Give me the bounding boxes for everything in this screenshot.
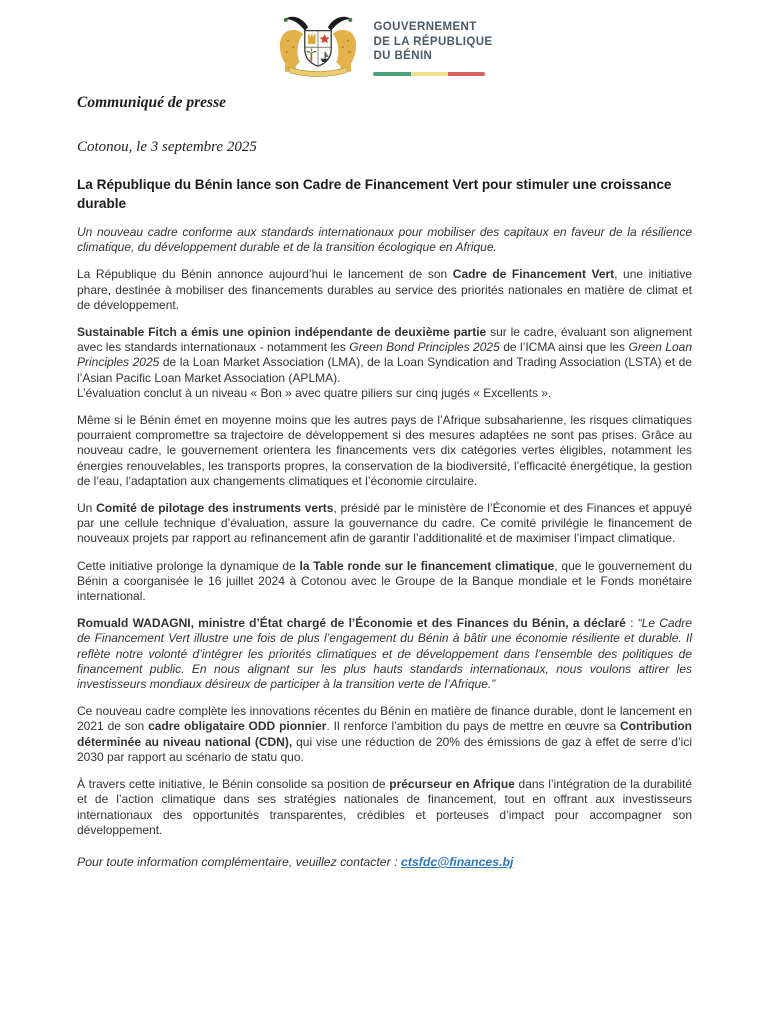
benin-coat-of-arms-icon xyxy=(275,14,361,82)
logo-wordmark-line2: DE LA RÉPUBLIQUE xyxy=(373,35,493,48)
contact-line xyxy=(77,855,692,869)
paragraph: Même si le Bénin émet en moyenne moins que les autres pays de l’Afrique subsaharienne, les risques climatiques pourraient compromettre sa trajectoire de développement si des mesures adaptées ne sont pas prises. Grâce au nouveau cadre, le gouvernement orientera les financements vers dix catégories vertes éligibles, notamment les énergies renouvelables, les transports propres, la conservation de la biodiversité, l’efficacité énergétique, la gestion de l’eau, l’adaptation aux changements climatiques et l’économie circulaire. xyxy=(77,413,692,488)
paragraph: Cette initiative prolonge la dynamique de la Table ronde sur le financement climatique, que le gouvernement du Bénin a coorganisée le 16 juillet 2024 à Cotonou avec le Groupe de la Banque mondiale et le Fonds monétaire international. xyxy=(77,558,692,604)
paragraph: Romuald WADAGNI, ministre d’État chargé de l’Économie et des Finances du Bénin, a déclaré : “Le Cadre de Financement Vert illustre une fois de plus l’engagement du Bénin à bâtir une économie résiliente et durable. Il reflète notre volonté d’intégrer les priorités climatiques et de développement dans l’ensemble des politiques de financement public. En nous alignant sur les plus hauts standards internationaux, nous voulons attirer les investisseurs mondiaux désireux de participer à la transition verte de l’Afrique.” xyxy=(77,616,692,692)
dateline: Cotonou, le 3 septembre 2025 xyxy=(77,139,257,155)
contact-email-link[interactable]: ctsfdc@finances.bj xyxy=(400,854,514,869)
paragraph: À travers cette initiative, le Bénin consolide sa position de précurseur en Afrique dans l’intégration de la durabilité et de l’action climatique dans ses stratégies nationales de financement, tout en offrant aux investisseurs internationaux des opportunités transparentes, crédibles et porteuses d’impact pour accompagner son développement. xyxy=(77,777,693,837)
logo-wordmark-line1: GOUVERNEMENT xyxy=(373,21,477,33)
tricolor-bar xyxy=(373,72,485,77)
press-release-body xyxy=(77,94,692,869)
tricolor-yellow xyxy=(411,72,448,77)
logo-wordmark xyxy=(373,20,492,76)
press-release-label: Communiqué de presse xyxy=(77,94,226,111)
tricolor-green xyxy=(373,72,410,77)
paragraph: Un Comité de pilotage des instruments verts, présidé par le ministère de l’Économie et des Finances et appuyé par une cellule technique d’évaluation, assure la gouvernance du cadre. Ce comité privilégie le financement de nouveaux projets par rapport au refinancement afin de garantir l’additionalité et de maximiser l’impact climatique. xyxy=(77,501,692,546)
tricolor-red xyxy=(448,72,485,77)
paragraph: La République du Bénin annonce aujourd’hui le lancement de son Cadre de Financement Vert, une initiative phare, destinée à mobiliser des financements durables au service des priorités nationales en matière de climat et de développement. xyxy=(77,267,692,312)
government-logo xyxy=(0,0,768,82)
logo-wordmark-line3: DU BÉNIN xyxy=(373,50,433,62)
paragraph: Un nouveau cadre conforme aux standards internationaux pour mobiliser des capitaux en faveur de la résilience climatique, du développement durable et de la transition écologique en Afrique. xyxy=(77,225,692,255)
paragraph: Sustainable Fitch a émis une opinion indépendante de deuxième partie sur le cadre, évaluant son alignement avec les standards internationaux - notamment les Green Bond Principles 2025 de l’ICMA ainsi que les Green Loan Principles 2025 de la Loan Market Association (LMA), de la Loan Syndication and Trading Association (LSTA) et de l’Asian Pacific Loan Market Association (APLMA). L’évaluation conclut à un niveau « Bon » avec quatre piliers sur cinq jugés « Excellents ». xyxy=(77,325,693,400)
contact-prefix: Pour toute information complémentaire, veuillez contacter : xyxy=(77,854,401,869)
page-title: La République du Bénin lance son Cadre de Financement Vert pour stimuler une croissance durable xyxy=(77,177,672,211)
paragraph: Ce nouveau cadre complète les innovations récentes du Bénin en matière de finance durable, dont le lancement en 2021 de son cadre obligataire ODD pionnier. Il renforce l’ambition du pays de mettre en œuvre sa Contribution déterminée au niveau national (CDN), qui vise une réduction de 20% des émissions de gaz à effet de serre d’ici 2030 par rapport au scénario de statu quo. xyxy=(77,704,692,764)
body-paragraphs xyxy=(77,225,692,838)
